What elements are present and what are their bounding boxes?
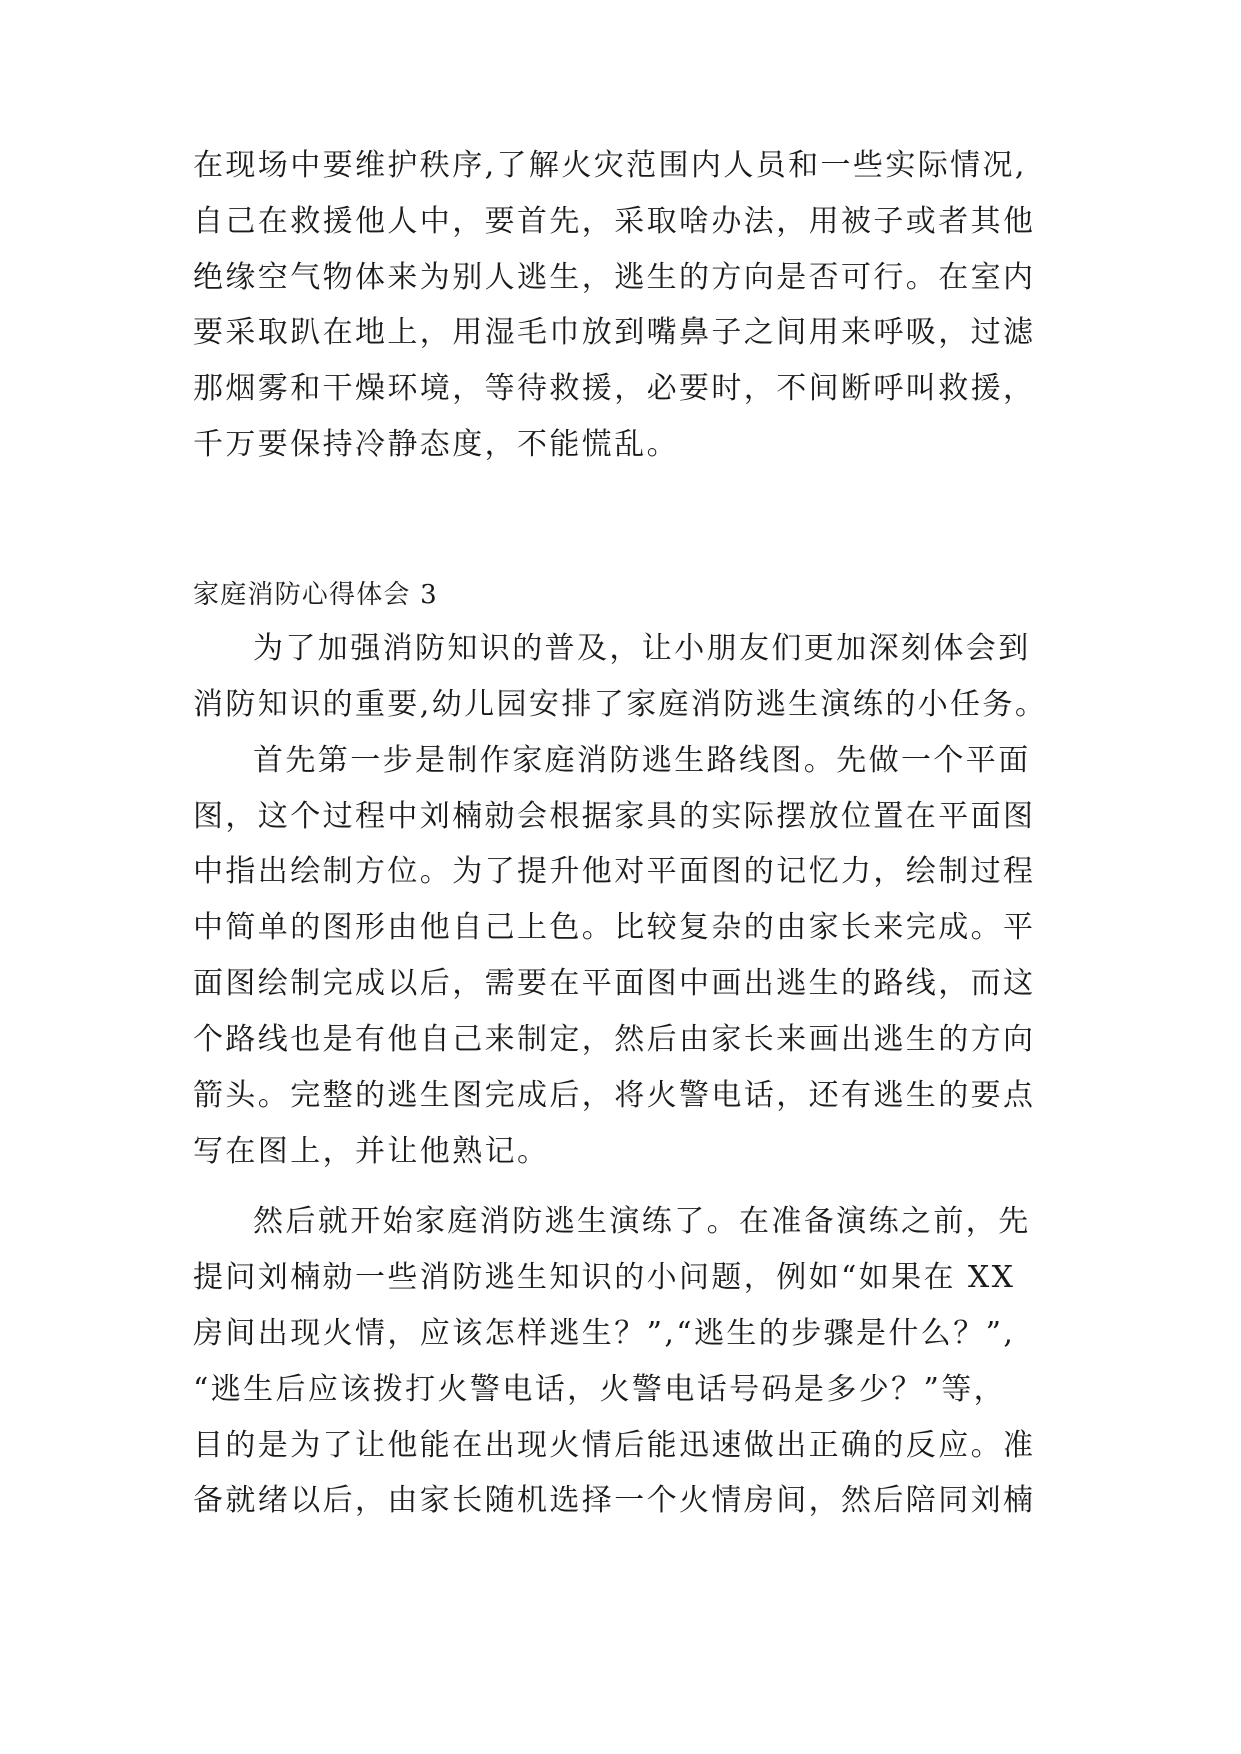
- paragraph-3-line-7: 箭头。完整的逃生图完成后，将火警电话，还有逃生的要点: [193, 1078, 1036, 1113]
- paragraph-2-line-2: 消防知识的重要,幼儿园安排了家庭消防逃生演练的小任务。: [193, 687, 1048, 722]
- section-heading: 家庭消防心得体会 3: [193, 580, 438, 610]
- paragraph-3-line-3: 中指出绘制方位。为了提升他对平面图的记忆力，绘制过程: [193, 854, 1036, 889]
- paragraph-1-line-4: 要采取趴在地上，用湿毛巾放到嘴鼻子之间用来呼吸，过滤: [193, 315, 1036, 350]
- paragraph-3-line-1: 首先第一步是制作家庭消防逃生路线图。先做一个平面: [253, 743, 1031, 778]
- paragraph-3-line-2: 图，这个过程中刘楠勍会根据家具的实际摆放位置在平面图: [193, 799, 1036, 834]
- paragraph-4-line-6: 备就绪以后，由家长随机选择一个火情房间，然后陪同刘楠: [193, 1483, 1036, 1518]
- paragraph-4-line-2: 提问刘楠勍一些消防逃生知识的小问题，例如“如果在 XX: [193, 1260, 1016, 1295]
- paragraph-3-line-6: 个路线也是有他自己来制定，然后由家长来画出逃生的方向: [193, 1022, 1036, 1057]
- paragraph-1-line-3: 绝缘空气物体来为别人逃生，逃生的方向是否可行。在室内: [193, 260, 1036, 295]
- paragraph-2-line-1: 为了加强消防知识的普及，让小朋友们更加深刻体会到: [253, 631, 1031, 666]
- paragraph-3-line-4: 中简单的图形由他自己上色。比较复杂的由家长来完成。平: [193, 910, 1036, 945]
- paragraph-1-line-5: 那烟雾和干燥环境，等待救援，必要时，不间断呼叫救援，: [193, 371, 1036, 406]
- paragraph-3-line-5: 面图绘制完成以后，需要在平面图中画出逃生的路线，而这: [193, 966, 1036, 1001]
- paragraph-4-line-4: “逃生后应该拨打火警电话，火警电话号码是多少？”等，: [193, 1372, 1007, 1407]
- paragraph-4-line-5: 目的是为了让他能在出现火情后能迅速做出正确的反应。准: [193, 1428, 1036, 1463]
- paragraph-1-line-6: 千万要保持冷静态度，不能慌乱。: [193, 427, 679, 462]
- paragraph-4-line-1: 然后就开始家庭消防逃生演练了。在准备演练之前，先: [253, 1204, 1031, 1239]
- paragraph-1-line-1: 在现场中要维护秩序,了解火灾范围内人员和一些实际情况,: [193, 148, 1027, 183]
- paragraph-4-line-3: 房间出现火情，应该怎样逃生？”,“逃生的步骤是什么？”,: [193, 1316, 1016, 1351]
- paragraph-3-line-8: 写在图上，并让他熟记。: [193, 1134, 550, 1169]
- paragraph-1-line-2: 自己在救援他人中，要首先，采取啥办法，用被子或者其他: [193, 204, 1036, 239]
